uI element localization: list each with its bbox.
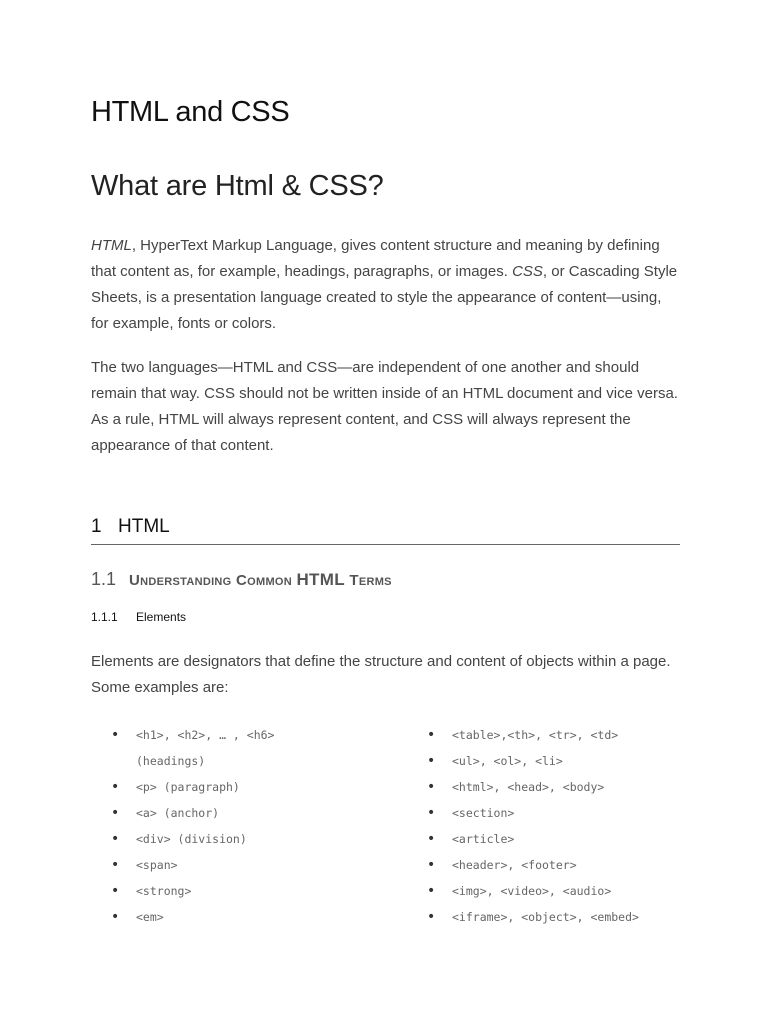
elements-list-right [427, 722, 677, 930]
list-item: • <div> (division) [111, 826, 291, 852]
list-item: • <p> (paragraph) [111, 774, 291, 800]
list-item: • <article> [427, 826, 677, 852]
document-title: HTML and CSS [91, 96, 290, 128]
subsection-title-html: HTML [296, 570, 345, 589]
list-item: • <html>, <head>, <body> [427, 774, 677, 800]
subsection-title-part2: Terms [344, 572, 392, 589]
list-item: • <span> [111, 852, 291, 878]
subsubsection-heading [91, 610, 186, 624]
elements-paragraph: Elements are designators that define the structure and content of objects within a page. Some examples are: [91, 653, 671, 696]
html-term: HTML [91, 237, 132, 254]
subsection-title [129, 570, 392, 590]
list-item: • <header>, <footer> [427, 852, 677, 878]
list-item: • <em> [111, 904, 291, 930]
intro-text-part2: , or Cascading Style Sheets, is a presentation language created to style the appearance of content—using, for example, fonts or colors. [91, 263, 678, 332]
subsection-number: 1.1 [91, 569, 117, 589]
intro-text-part1: , HyperText Markup Language, gives content structure and meaning by defining that content as, for example, headings, paragraphs, or images. [91, 237, 660, 280]
question-heading: What are Html & CSS? [91, 170, 384, 202]
list-item: • <h1>, <h2>, … , <h6> (headings) [111, 722, 291, 774]
list-item: • <a> (anchor) [111, 800, 291, 826]
subsubsection-number: 1.1.1 [91, 610, 118, 624]
section-heading [91, 516, 680, 545]
section-number: 1 [91, 516, 102, 537]
independence-paragraph: The two languages—HTML and CSS—are independent of one another and should remain that way. CSS should not be written inside of an HTML document and vice versa. As a rule, HTML will always represent content, and CSS will always represent the appearance of that content. [91, 359, 678, 454]
subsubsection-title: Elements [136, 610, 187, 624]
list-item: • <img>, <video>, <audio> [427, 878, 677, 904]
css-term: CSS [512, 263, 543, 280]
list-item: • <ul>, <ol>, <li> [427, 748, 677, 774]
subsection-heading [91, 569, 392, 590]
list-item: • <section> [427, 800, 677, 826]
section-title: HTML [118, 516, 170, 537]
intro-paragraph [91, 233, 681, 337]
elements-list-left [111, 722, 291, 930]
list-item: • <strong> [111, 878, 291, 904]
subsection-title-part1: Understanding Common [129, 572, 297, 589]
list-item: • <table>,<th>, <tr>, <td> [427, 722, 677, 748]
list-item: • <iframe>, <object>, <embed> [427, 904, 677, 930]
